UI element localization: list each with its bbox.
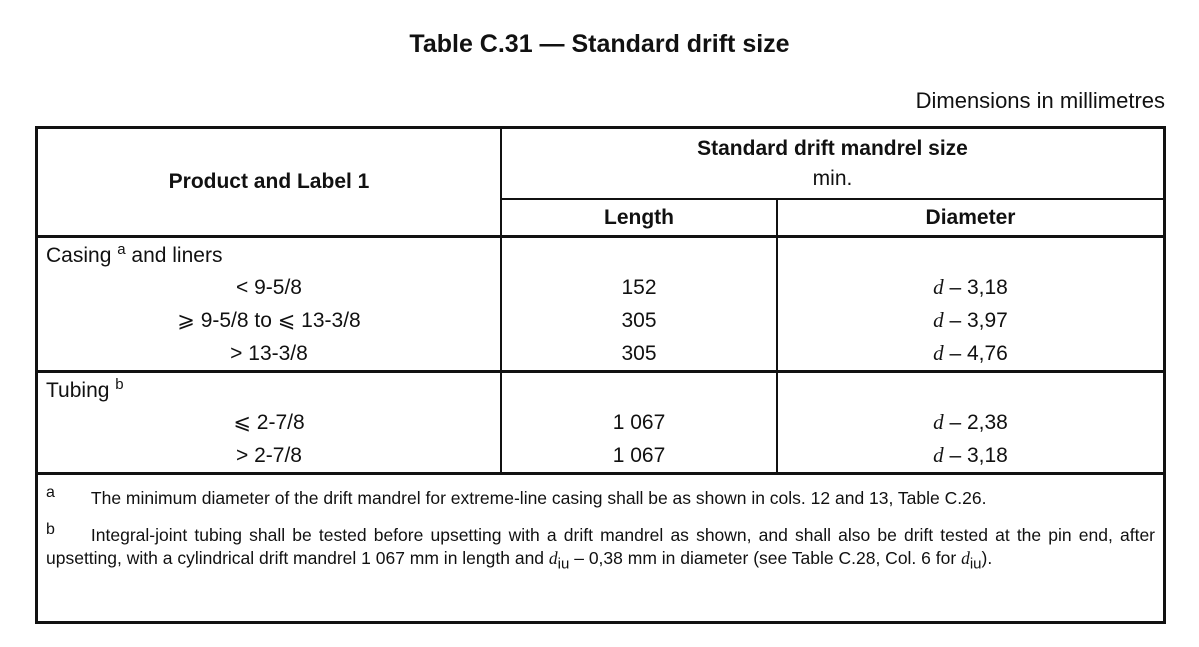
footnote-text: – 0,38 mm in diameter (see Table C.28, Col. 6 for (574, 548, 957, 568)
diameter-symbol: d (933, 410, 944, 434)
table-row (38, 406, 1163, 439)
diameter-symbol: d (961, 548, 970, 568)
diameter-value: – 3,97 (949, 309, 1008, 332)
table-title: Table C.31 — Standard drift size (409, 30, 790, 58)
footnote-mark: a (46, 484, 55, 501)
diameter-value: – 4,76 (949, 342, 1008, 365)
drift-size-table (35, 126, 1166, 624)
diameter-symbol: d (933, 308, 944, 332)
subscript: iu (969, 555, 982, 573)
size-cell: ⩾ 9-5/8 to ⩽ 13-3/8 (38, 304, 501, 337)
length-cell: 152 (501, 271, 777, 304)
diameter-symbol: d (933, 443, 944, 467)
footnotes (38, 475, 1163, 576)
footnote-mark: b (115, 376, 124, 393)
size-cell: ⩽ 2-7/8 (38, 406, 501, 439)
header-group-sub: min. (812, 166, 853, 190)
length-cell: 305 (501, 304, 777, 337)
diameter-cell (777, 406, 1163, 439)
size-cell: < 9-5/8 (38, 271, 501, 304)
footnote-mark: a (117, 241, 126, 258)
header-length: Length (501, 199, 777, 237)
group-suffix: and liners (125, 244, 223, 267)
table-row (38, 304, 1163, 337)
footnote-text: Integral-joint tubing shall be tested before upsetting with a drift mandrel as shown, and shall also be drift tested at the pin end, after upsetting, with a cylindrical drift mandrel 1 067 mm in length and (46, 525, 1155, 568)
footnote-mark: b (46, 521, 55, 538)
diameter-cell (777, 439, 1163, 474)
table-row (38, 271, 1163, 304)
diameter-symbol: d (548, 548, 558, 568)
diameter-symbol: d (933, 275, 944, 299)
group-name: Tubing (46, 379, 110, 402)
diameter-value: – 3,18 (949, 276, 1008, 299)
diameter-cell (777, 337, 1163, 372)
group-label-tubing (38, 372, 501, 407)
subscript: iu (557, 555, 570, 573)
header-group (501, 129, 1163, 199)
table-row (38, 337, 1163, 372)
group-row-tubing (38, 372, 1163, 407)
units-note: Dimensions in millimetres (915, 88, 1165, 113)
header-product-label: Product and Label 1 (38, 129, 501, 237)
length-cell: 305 (501, 337, 777, 372)
footnote-a (46, 481, 1155, 510)
footnote-b (46, 518, 1155, 576)
diameter-cell (777, 271, 1163, 304)
diameter-value: – 3,18 (949, 444, 1008, 467)
diameter-value: – 2,38 (949, 411, 1008, 434)
diameter-symbol: d (933, 341, 944, 365)
header-group-label: Standard drift mandrel size (697, 136, 968, 160)
length-cell: 1 067 (501, 439, 777, 474)
size-cell: > 13-3/8 (38, 337, 501, 372)
footnote-text: ). (981, 548, 993, 568)
diameter-cell (777, 304, 1163, 337)
group-name: Casing (46, 244, 112, 267)
size-cell: > 2-7/8 (38, 439, 501, 474)
group-row-casing (38, 237, 1163, 272)
header-diameter: Diameter (777, 199, 1163, 237)
footnote-text: The minimum diameter of the drift mandrel for extreme-line casing shall be as shown in cols. 12 and 13, Table C.26. (90, 488, 987, 508)
table-row (38, 439, 1163, 474)
length-cell: 1 067 (501, 406, 777, 439)
group-label-casing (38, 237, 501, 272)
